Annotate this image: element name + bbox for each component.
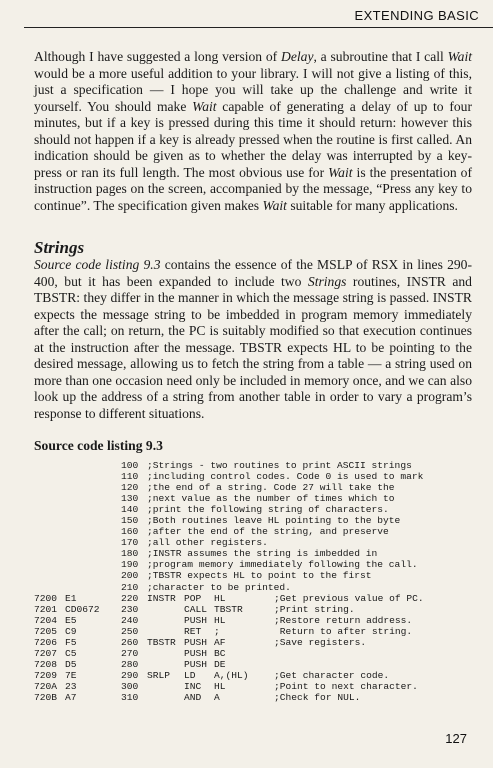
opcode: CALL [184, 603, 208, 615]
page-content [34, 49, 472, 454]
code-comment: ;Print string. [274, 603, 355, 615]
code-comment: ;Restore return address. [274, 614, 413, 626]
line-number: 210 [121, 581, 139, 593]
code-instruction-line [34, 615, 474, 626]
text-run: contains the essence of the MSLP of RSX in lines 290-400, but it has been expanded to include two [34, 257, 472, 289]
comment-text: ;character to be printed. [147, 581, 291, 593]
italic-term-wait: Wait [192, 98, 217, 114]
hex-bytes: 7E [65, 669, 77, 681]
memory-address: 7200 [34, 592, 58, 604]
code-instruction-line [34, 648, 474, 659]
code-instruction-line [34, 659, 474, 670]
comment-text: ;after the end of the string, and preserve [147, 526, 389, 538]
listing-heading: Source code listing 9.3 [34, 438, 163, 453]
line-number: 290 [121, 669, 139, 681]
header-rule [24, 27, 493, 28]
line-number: 140 [121, 504, 139, 516]
code-instruction-line [34, 637, 474, 648]
code-instruction-line [34, 681, 474, 692]
code-label: INSTR [147, 592, 176, 604]
operand: HL [214, 614, 226, 626]
line-number: 240 [121, 614, 139, 626]
opcode: RET [184, 625, 202, 637]
code-comment: ;Get character code. [274, 669, 390, 681]
line-number: 120 [121, 482, 139, 494]
code-comment-line [34, 482, 474, 493]
code-comment-line [34, 504, 474, 515]
hex-bytes: 23 [65, 680, 77, 692]
code-label: SRLP [147, 669, 171, 681]
memory-address: 7204 [34, 614, 58, 626]
line-number: 110 [121, 471, 139, 483]
intro-paragraph [34, 49, 472, 214]
line-number: 130 [121, 493, 139, 505]
line-number: 250 [121, 625, 139, 637]
operand: A [214, 691, 220, 703]
hex-bytes: F5 [65, 636, 77, 648]
line-number: 270 [121, 647, 139, 659]
line-number: 190 [121, 559, 139, 571]
hex-bytes: C5 [65, 647, 77, 659]
comment-text: ;program memory immediately following the call. [147, 559, 418, 571]
comment-text: ;TBSTR expects HL to point to the first [147, 570, 372, 582]
comment-text: ;including control codes. Code 0 is used to mark [147, 471, 424, 483]
memory-address: 7205 [34, 625, 58, 637]
section-heading: Strings [34, 238, 85, 257]
memory-address: 7207 [34, 647, 58, 659]
code-comment-line [34, 582, 474, 593]
code-listing [34, 460, 474, 703]
italic-term-wait: Wait [262, 197, 287, 213]
opcode: PUSH [184, 658, 208, 670]
hex-bytes: CD0672 [65, 603, 100, 615]
code-comment-line [34, 493, 474, 504]
text-run: routines, INSTR and TBSTR: they differ in the manner in which the message string is passed. INSTR expects the message string to be imbedded in program memory immediately after the call; on return, the PC is suitably modified so that execution continues at the instruction after the message. TBSTR expects HL to be pointing to the desired message, allowing us to fetch the string from a table — a string used on more than one occasion need only be included in memory once, and we can also look up the address of a string from another table in order to vary a program’s response to different situations. [34, 273, 472, 421]
opcode: PUSH [184, 614, 208, 626]
text-run: Although I have suggested a long version of [34, 49, 282, 64]
operand: HL [214, 592, 226, 604]
code-instruction-line [34, 626, 474, 637]
opcode: LD [184, 669, 196, 681]
comment-text: ;INSTR assumes the string is imbedded in [147, 548, 378, 560]
italic-term-wait: Wait [328, 164, 353, 180]
opcode: PUSH [184, 647, 208, 659]
code-comment-line [34, 570, 474, 581]
hex-bytes: E5 [65, 614, 77, 626]
opcode: PUSH [184, 636, 208, 648]
line-number: 150 [121, 515, 139, 527]
running-header-title: EXTENDING BASIC [354, 8, 479, 23]
opcode: POP [184, 592, 202, 604]
opcode: INC [184, 680, 202, 692]
comment-text: ;next value as the number of times which to [147, 493, 395, 505]
line-number: 180 [121, 548, 139, 560]
running-header [0, 0, 493, 28]
memory-address: 7208 [34, 658, 58, 670]
comment-text: ;Strings - two routines to print ASCII strings [147, 460, 412, 471]
code-label: TBSTR [147, 636, 176, 648]
operand: DE [214, 658, 226, 670]
code-instruction-line [34, 604, 474, 615]
text-run: is the presentation of instruction pages on the screen, accompanied by the message, “Press any key to continue”. The specification given makes [34, 164, 472, 213]
text-run: would be a more useful addition to your library. I will not give a listing of this, just a specification — I hope you will take up the challenge and write it yourself. You should make [34, 65, 472, 114]
comment-text: ;print the following string of characters. [147, 504, 389, 516]
operand: BC [214, 647, 226, 659]
memory-address: 720B [34, 691, 58, 703]
code-comment-line [34, 515, 474, 526]
line-number: 200 [121, 570, 139, 582]
code-comment: ;Check for NUL. [274, 691, 361, 703]
page-number: 127 [445, 731, 467, 746]
code-comment-line [34, 537, 474, 548]
operand: HL [214, 680, 226, 692]
line-number: 170 [121, 537, 139, 549]
text-run: , a subroutine that I call [313, 49, 448, 64]
code-comment: ;Save registers. [274, 636, 367, 648]
line-number: 280 [121, 658, 139, 670]
operand: TBSTR [214, 603, 243, 615]
code-instruction-line [34, 593, 474, 604]
code-comment-line [34, 559, 474, 570]
italic-term-wait: Wait [447, 49, 473, 64]
italic-listing-ref: Source code listing 9.3 [34, 257, 161, 272]
comment-text: ;the end of a string. Code 27 will take the [147, 482, 395, 494]
line-number: 230 [121, 603, 139, 615]
hex-bytes: E1 [65, 592, 77, 604]
code-comment-line [34, 526, 474, 537]
memory-address: 7201 [34, 603, 58, 615]
code-comment: ;Get previous value of PC. [274, 592, 424, 604]
line-number: 300 [121, 680, 139, 692]
memory-address: 7206 [34, 636, 58, 648]
code-comment: Return to after string. [274, 625, 413, 637]
operand: A,(HL) [214, 669, 249, 681]
text-run: suitable for many applications. [286, 197, 458, 213]
code-instruction-line [34, 670, 474, 681]
hex-bytes: D5 [65, 658, 77, 670]
operand: ; [214, 625, 220, 637]
line-number: 160 [121, 526, 139, 538]
code-instruction-line [34, 692, 474, 703]
code-comment-line [34, 548, 474, 559]
line-number: 100 [121, 460, 139, 471]
comment-text: ;all other registers. [147, 537, 268, 549]
code-comment-line [34, 460, 474, 471]
text-run: capable of generating a delay of up to four minutes, but if a key is pressed during this time it should return: however this should not happen if a key is already pressed when the routine is first called. An indication should be given as to whether the delay was interrupted by a key-press or ran its full length. The most obvious use for [34, 98, 472, 180]
line-number: 260 [121, 636, 139, 648]
hex-bytes: C9 [65, 625, 77, 637]
code-comment: ;Point to next character. [274, 680, 418, 692]
hex-bytes: A7 [65, 691, 77, 703]
line-number: 220 [121, 592, 139, 604]
opcode: AND [184, 691, 202, 703]
memory-address: 7209 [34, 669, 58, 681]
operand: AF [214, 636, 226, 648]
comment-text: ;Both routines leave HL pointing to the byte [147, 515, 401, 527]
strings-paragraph [34, 257, 472, 422]
italic-term-delay: Delay [281, 49, 314, 64]
memory-address: 720A [34, 680, 58, 692]
line-number: 310 [121, 691, 139, 703]
italic-term-strings: Strings [307, 273, 347, 289]
code-comment-line [34, 471, 474, 482]
